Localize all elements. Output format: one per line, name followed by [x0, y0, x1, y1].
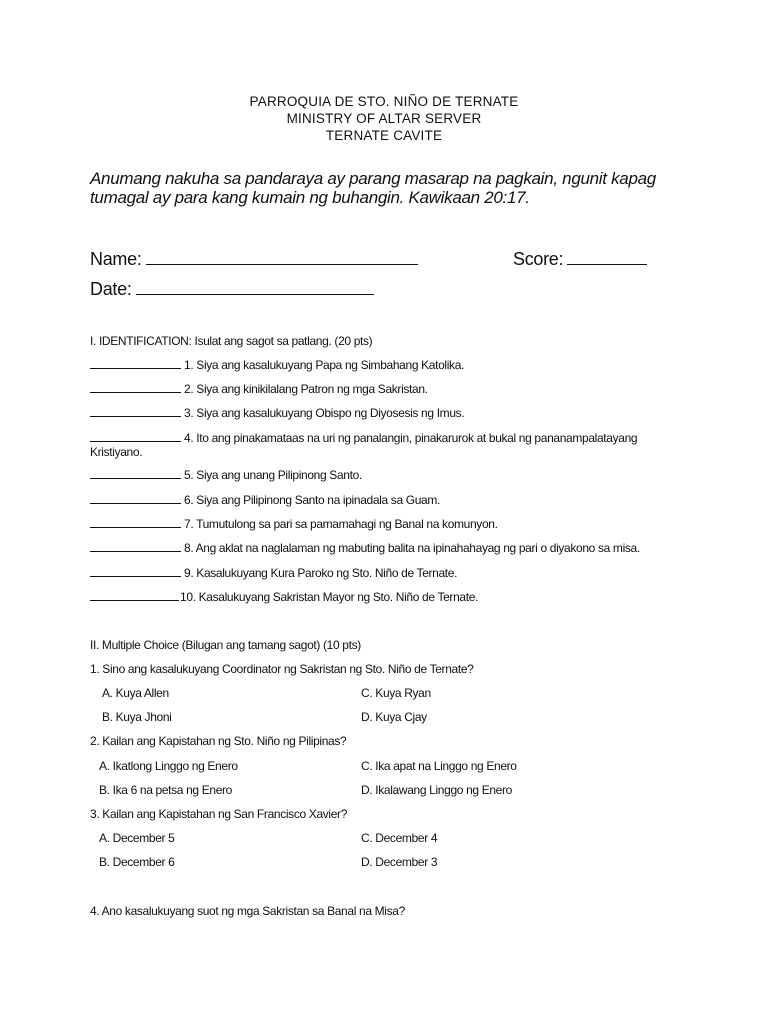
choice-3c[interactable]: C. December 4 [361, 831, 438, 845]
choice-2b[interactable]: B. Ika 6 na petsa ng Enero [99, 783, 232, 797]
name-field [90, 248, 418, 269]
answer-blank[interactable] [90, 406, 181, 417]
answer-blank[interactable] [90, 517, 181, 528]
identification-item: 9. Kasalukuyang Kura Paroko ng Sto. Niño de Ternate. [90, 566, 680, 580]
score-label: Score: [513, 249, 564, 269]
identification-item: 8. Ang aklat na naglalaman ng mabuting balita na ipinahahayag ng pari o diyakono sa misa. [90, 541, 680, 555]
choice-3d[interactable]: D. December 3 [361, 855, 438, 869]
choice-1b[interactable]: B. Kuya Jhoni [102, 710, 172, 724]
date-label: Date: [90, 279, 132, 299]
answer-blank[interactable] [90, 358, 181, 369]
choice-2c[interactable]: C. Ika apat na Linggo ng Enero [361, 759, 517, 773]
bible-verse: Anumang nakuha sa pandaraya ay parang masarap na pagkain, ngunit kapag tumagal ay para kang kumain ng buhangin. Kawikaan 20:17. [90, 169, 656, 207]
identification-item: 5. Siya ang unang Pilipinong Santo. [90, 468, 680, 482]
question-4: 4. Ano kasalukuyang suot ng mga Sakristan sa Banal na Misa? [90, 904, 405, 918]
answer-blank[interactable] [90, 431, 181, 442]
answer-blank[interactable] [90, 541, 181, 552]
question-1: 1. Sino ang kasalukuyang Coordinator ng Sakristan ng Sto. Niño de Ternate? [90, 662, 474, 676]
identification-item: 7. Tumutulong sa pari sa pamamahagi ng Banal na komunyon. [90, 517, 680, 531]
answer-blank[interactable] [90, 590, 179, 601]
identification-title: I. IDENTIFICATION: Isulat ang sagot sa patlang. (20 pts) [90, 334, 373, 348]
identification-item: 4. Ito ang pinakamataas na uri ng panalangin, pinakarurok at bukal ng pananampalatayang Kristiyano. [90, 431, 638, 459]
identification-item: 3. Siya ang kasalukuyang Obispo ng Diyosesis ng Imus. [90, 406, 680, 420]
choice-1d[interactable]: D. Kuya Cjay [361, 710, 427, 724]
answer-blank[interactable] [90, 566, 181, 577]
date-field [90, 278, 374, 299]
choice-2a[interactable]: A. Ikatlong Linggo ng Enero [99, 759, 238, 773]
choice-1c[interactable]: C. Kuya Ryan [361, 686, 431, 700]
question-3: 3. Kailan ang Kapistahan ng San Francisco Xavier? [90, 807, 348, 821]
score-blank[interactable] [567, 248, 647, 265]
answer-blank[interactable] [90, 493, 181, 504]
answer-blank[interactable] [90, 382, 181, 393]
identification-item: 10. Kasalukuyang Sakristan Mayor ng Sto. Niño de Ternate. [90, 590, 680, 604]
identification-item: 2. Siya ang kinikilalang Patron ng mga Sakristan. [90, 382, 680, 396]
parish-header [0, 93, 768, 144]
name-blank[interactable] [146, 248, 418, 265]
choice-3b[interactable]: B. December 6 [99, 855, 175, 869]
choice-3a[interactable]: A. December 5 [99, 831, 175, 845]
date-blank[interactable] [136, 278, 374, 295]
choice-1a[interactable]: A. Kuya Allen [102, 686, 169, 700]
question-2: 2. Kailan ang Kapistahan ng Sto. Niño ng Pilipinas? [90, 734, 347, 748]
identification-item: 6. Siya ang Pilipinong Santo na ipinadala sa Guam. [90, 493, 680, 507]
multiple-choice-title: II. Multiple Choice (Bilugan ang tamang sagot) (10 pts) [90, 638, 361, 652]
identification-item: 1. Siya ang kasalukuyang Papa ng Simbahang Katolika. [90, 358, 680, 372]
header-location: TERNATE CAVITE [325, 128, 443, 143]
name-label: Name: [90, 249, 142, 269]
header-parish-name: PARROQUIA DE STO. NIÑO DE TERNATE [249, 94, 519, 109]
score-field [513, 248, 647, 269]
choice-2d[interactable]: D. Ikalawang Linggo ng Enero [361, 783, 512, 797]
header-ministry: MINISTRY OF ALTAR SERVER [286, 111, 482, 126]
answer-blank[interactable] [90, 468, 181, 479]
